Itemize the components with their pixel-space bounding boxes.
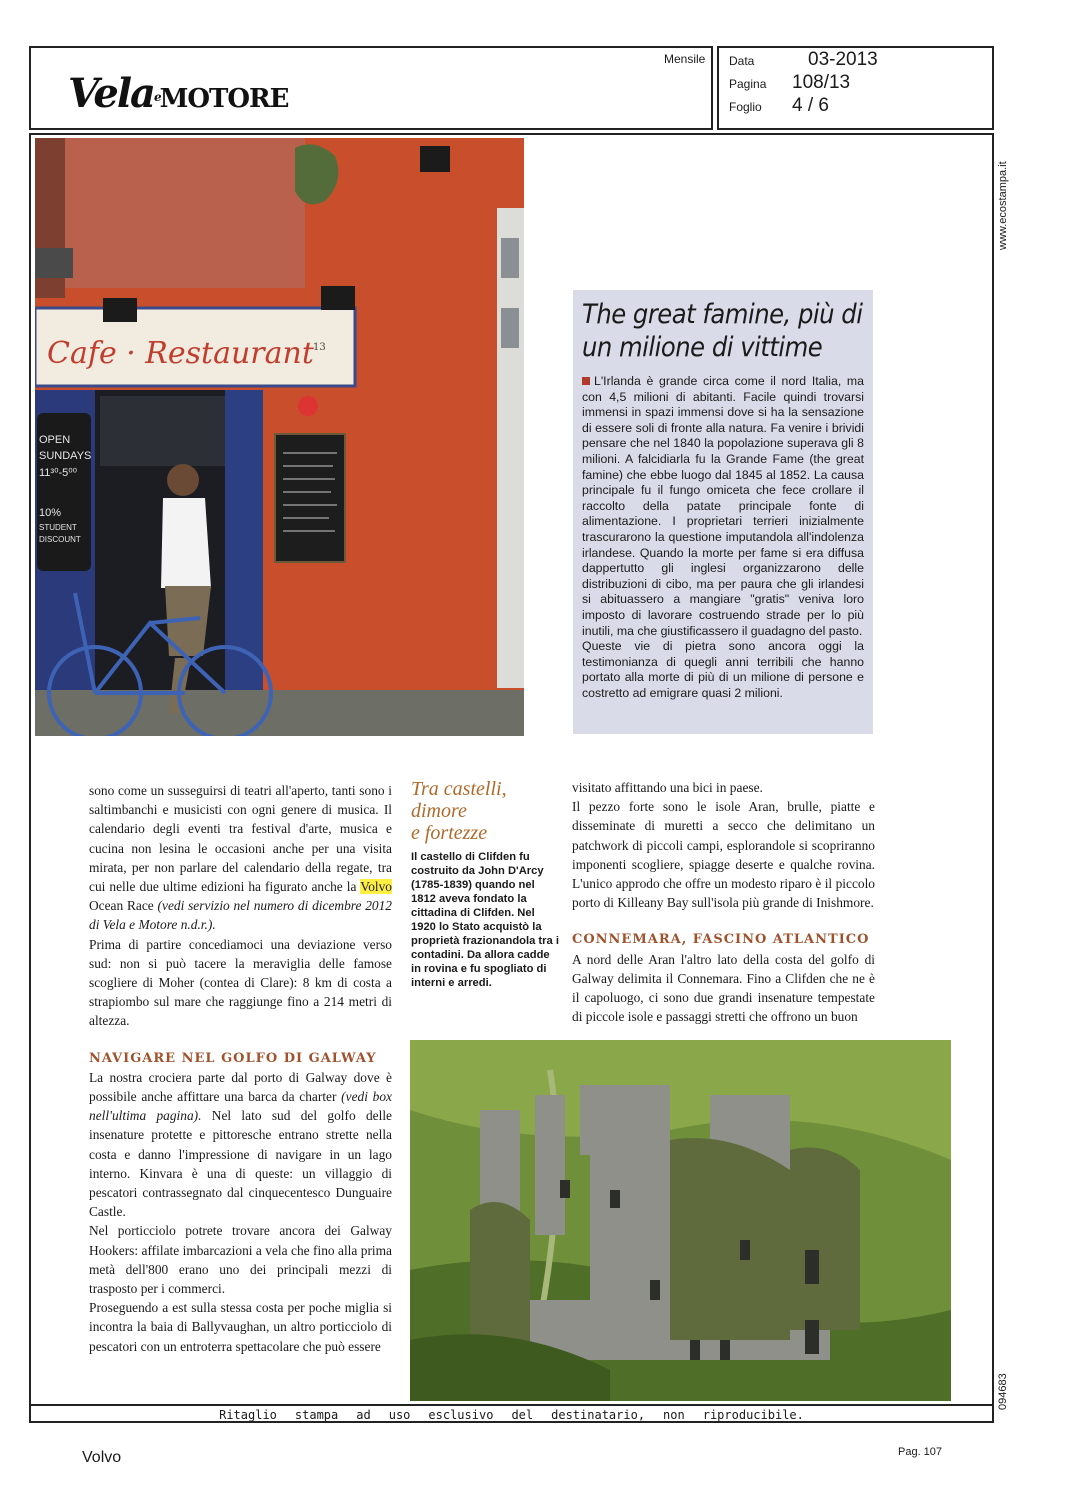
sidebar-title-line-3: e fortezze bbox=[411, 822, 488, 844]
notice-word: Ritaglio bbox=[219, 1407, 277, 1422]
clipping-notice bbox=[29, 1404, 994, 1423]
website-vertical-text: www.ecostampa.it bbox=[997, 161, 1009, 250]
sidebar-title-line-2: dimore bbox=[411, 800, 467, 822]
castle-illustration bbox=[410, 1040, 951, 1401]
left-paragraph-5: Proseguendo a est sulla stessa costa per poche miglia si incontra la baia di Ballyvaughan, un altro porticciolo di pescatori con un entroterra spettacolare che può essere bbox=[89, 1300, 392, 1354]
famine-box-title: The great famine, più di un milione di vittime bbox=[582, 299, 863, 363]
page-number: Pag. 107 bbox=[898, 1446, 943, 1458]
data-value: 03-2013 bbox=[808, 49, 878, 70]
highlighted-keyword: Volvo bbox=[360, 879, 392, 895]
right-paragraph-2: Il pezzo forte sono le isole Aran, brulle, piatte e disseminate di muretti a secco che delimitano un patchwork di piccoli campi, esplorandole si scopriranno imponenti scogliere, spiagge deserte e qualche rovina. L'unico approdo che offre un modesto riparo è il piccolo porto di Killeany Bay sull'isola più grande di Inishmore. bbox=[572, 799, 875, 911]
left-paragraph-1: sono come un susseguirsi di teatri all'aperto, tanti sono i saltimbanchi e musicisti con ogni genere di musica. Il calendario degli eventi tra festival d'arte, musica e cucina non lesina le occasioni anche per una visita mirata, per non parlare del calendario della regate, tra cui nelle due ultime edizioni ha figurato anche la Volvo Ocean Race (vedi servizio nel numero di dicembre 2012 di Vela e Motore n.d.r.). bbox=[89, 783, 392, 933]
notice-word: non bbox=[663, 1407, 685, 1422]
clipping-code: 094683 bbox=[997, 1373, 1009, 1410]
publication-logo: VelaeMOTORE bbox=[68, 70, 289, 117]
chalk-line-3: 11³⁰-5⁰⁰ bbox=[39, 467, 78, 479]
notice-word: riproducibile. bbox=[702, 1407, 804, 1422]
notice-word: del bbox=[511, 1407, 534, 1422]
data-label: Data bbox=[729, 54, 755, 68]
frequency-label: Mensile bbox=[664, 52, 706, 66]
right-paragraph-3: A nord delle Aran l'altro lato della costa del golfo di Galway delimita il Connemara. Fino a Clifden che ne è il capoluogo, ci sono due grandi insenature tempestate di piccole isole e passaggi stretti che offrono un buon bbox=[572, 951, 875, 1025]
notice-word: destinatario, bbox=[551, 1407, 646, 1422]
famine-box-paragraph-1: L'Irlanda è grande circa come il nord Italia, ma con 4,5 milioni di abitanti. Facile quindi trovarsi immensi in spazi immensi dove si ha la sensazione di essere soli di fronte alla natura. Fa venire i brividi pensare che nel 1840 la popolazione superava gli 8 milioni. A falcidiarla fu la Grande Fame (the great famine) che ebbe luogo dal 1845 al 1852. La causa principale fu il fungo omiceta che fece crollare il raccolto della patate principale fonte di alimentazione. I proprietari terrieri inizialmente trascurarono la questione imputandola all'indolenza irlandese. Quando la morte per fame si era diffusa dappertutto gli inglesi organizzarono delle distribuzioni di cibo, ma per paura che gli irlandesi si abituassero a mangiare "gratis" veniva loro imposto di lavorare costruendo strade per lo più inutili, ma che giustificassero il guadagno del pasto. bbox=[582, 374, 864, 638]
chalk-line-6: DISCOUNT bbox=[39, 535, 81, 544]
photo-clifden-castle bbox=[410, 1040, 951, 1401]
chalk-line-2: SUNDAYS bbox=[39, 450, 92, 462]
cafe-restaurant-illustration bbox=[35, 138, 524, 736]
left-paragraph-4: Nel porticciolo potrete trovare ancora dei Galway Hookers: affilate imbarcazioni a vela che fino alla prima metà dell'800 erano uno dei principali mezzi di trasposto per i commerci. bbox=[89, 1223, 392, 1297]
chalk-line-5: STUDENT bbox=[39, 523, 77, 532]
left-paragraph-3: La nostra crociera parte dal porto di Galway dove è possibile anche affittare una barca da charter (vedi box nell'ultima pagina). Nel lato sud del golfo delle insenature protette e pittoresche entrano strette nella costa e danno l'impressione di navigare in un lago interno. Kinvara è una di queste: un villaggio di pescatori contrassegnato dal cinquecentesco Dunguaire Castle. bbox=[89, 1069, 392, 1220]
notice-word: esclusivo bbox=[428, 1407, 494, 1422]
chalk-line-4: 10% bbox=[39, 507, 62, 519]
sidebar-body: Il castello di Clifden fu costruito da John D'Arcy (1785-1839) quando nel 1812 aveva fondato la cittadina di Clifden. Nel 1920 lo Stato acquistò la proprietà frazionandola tra i contadini. Da allora cadde in rovina e fu spogliato di interni e arredi. bbox=[411, 851, 559, 989]
bullet-square-icon bbox=[582, 377, 590, 385]
sidebar-castles bbox=[411, 778, 559, 990]
pagina-value: 108/13 bbox=[792, 72, 851, 93]
photo-cafe-restaurant bbox=[35, 138, 524, 736]
sign-text: Cafe · Restaurant bbox=[47, 336, 314, 371]
client-name: Volvo bbox=[82, 1449, 122, 1466]
notice-word: ad bbox=[356, 1407, 371, 1422]
article-column-left bbox=[89, 781, 392, 1356]
left-paragraph-2: Prima di partire concediamoci una deviazione verso sud: non si può tacere la meraviglia delle famose scogliere di Moher (contea di Clare): 8 km di costa a strapiombo sul mare che raggiunge fino a 214 metri di altezza. bbox=[89, 936, 392, 1029]
sidebar-title-line-1: Tra castelli, bbox=[411, 778, 507, 800]
section-heading-galway: NAVIGARE NEL GOLFO DI GALWAY bbox=[89, 1050, 377, 1066]
sign-number: 13 bbox=[313, 342, 326, 353]
famine-box bbox=[573, 290, 873, 734]
chalk-line-1: OPEN bbox=[39, 434, 71, 446]
notice-word: uso bbox=[388, 1407, 411, 1422]
famine-box-paragraph-2: Queste vie di pietra sono ancora oggi la testimonianza di quegli anni terribili che hanno portato alla morte di più di un milione di persone e costretto ad emigrare quasi 2 milioni. bbox=[582, 639, 864, 700]
pagina-label: Pagina bbox=[729, 77, 767, 91]
right-paragraph-1: visitato affittando una bici in paese. bbox=[572, 780, 763, 795]
article-column-right bbox=[572, 778, 875, 1026]
section-heading-connemara: CONNEMARA, FASCINO ATLANTICO bbox=[572, 932, 870, 948]
foglio-value: 4 / 6 bbox=[792, 95, 829, 116]
notice-word: stampa bbox=[294, 1407, 339, 1422]
foglio-label: Foglio bbox=[729, 100, 762, 114]
